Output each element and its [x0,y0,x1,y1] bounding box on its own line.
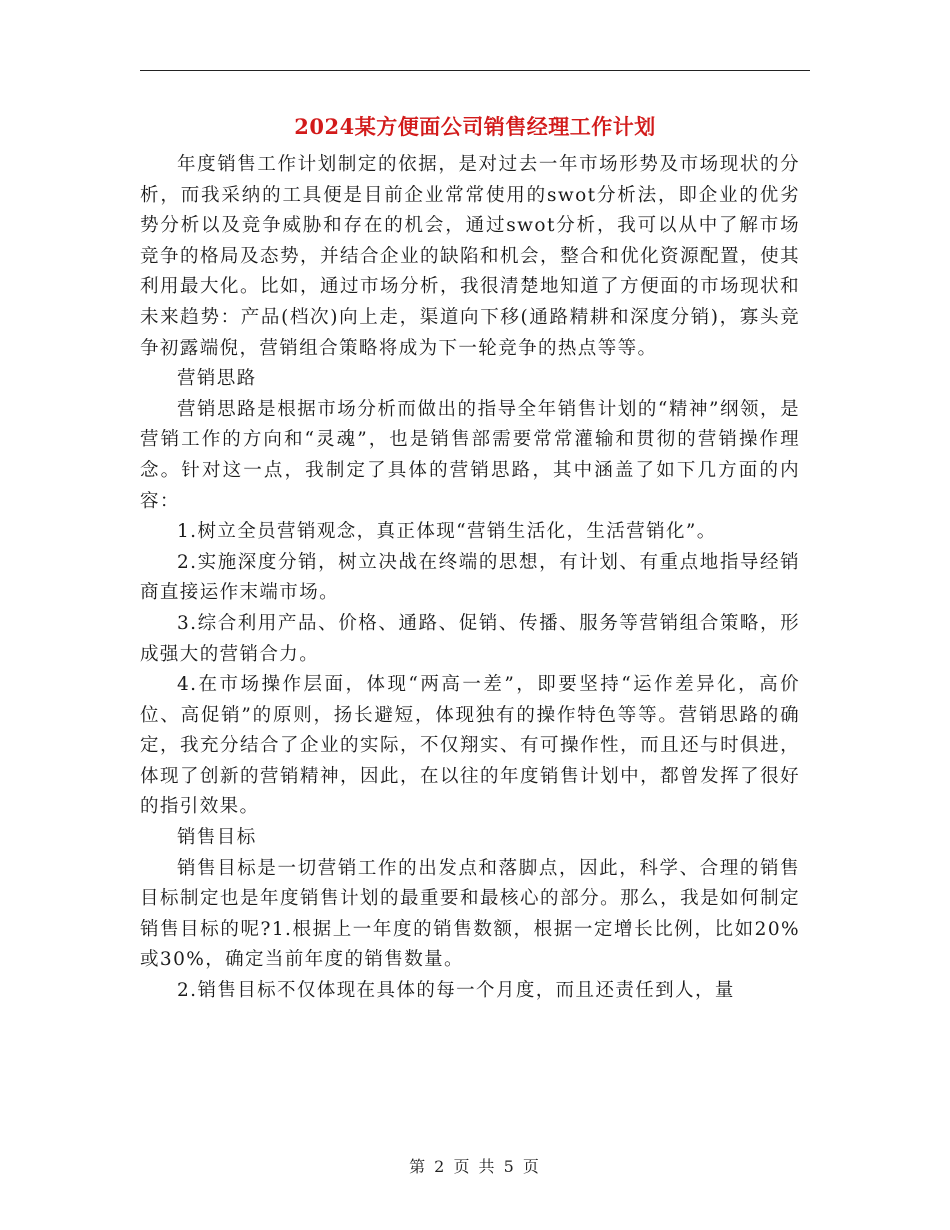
list-item-4: 4.在市场操作层面，体现“两高一差”，即要坚持“运作差异化，高价位、高促销”的原则，扬长避短，体现独有的操作特色等等。营销思路的确定，我充分结合了企业的实际，不仅翔实、有可操作性，而且还与时俱进，体现了创新的营销精神，因此，在以往的年度销售计划中，都曾发挥了很好的指引效果。 [140,674,800,818]
section-heading-marketing-ideas: 营销思路 [177,368,257,390]
paragraph-marketing-ideas: 营销思路是根据市场分析而做出的指导全年销售计划的“精神”纲领，是营销工作的方向和“灵魂”，也是销售部需要常常灌输和贯彻的营销操作理念。针对这一点，我制定了具体的营销思路，其中涵盖了如下几方面的内容： [140,398,800,512]
list-item-1: 1.树立全员营销观念，真正体现“营销生活化，生活营销化”。 [177,521,717,543]
header-rule [140,70,810,71]
list-item-2: 2.实施深度分销，树立决战在终端的思想，有计划、有重点地指导经销商直接运作末端市场。 [140,551,800,604]
list-item-3: 3.综合利用产品、价格、通路、促销、传播、服务等营销组合策略，形成强大的营销合力。 [140,612,800,665]
paragraph-sales-target-2: 2.销售目标不仅体现在具体的每一个月度，而且还责任到人，量 [177,980,735,1002]
document-title: 2024某方便面公司销售经理工作计划 [294,114,656,139]
document-body [140,150,800,1007]
page-number-footer: 第 2 页 共 5 页 [409,1157,541,1176]
section-heading-sales-target: 销售目标 [177,827,257,849]
paragraph-intro: 年度销售工作计划制定的依据，是对过去一年市场形势及市场现状的分析，而我采纳的工具便是目前企业常常使用的swot分析法，即企业的优劣势分析以及竞争威胁和存在的机会，通过swot分析，我可以从中了解市场竞争的格局及态势，并结合企业的缺陷和机会，整合和优化资源配置，使其利用最大化。比如，通过市场分析，我很清楚地知道了方便面的市场现状和未来趋势：产品(档次)向上走，渠道向下移(通路精耕和深度分销)，寡头竞争初露端倪，营销组合策略将成为下一轮竞争的热点等等。 [140,154,800,359]
paragraph-sales-target: 销售目标是一切营销工作的出发点和落脚点，因此，科学、合理的销售目标制定也是年度销售计划的最重要和最核心的部分。那么，我是如何制定销售目标的呢?1.根据上一年度的销售数额，根据一定增长比例，比如20%或30%，确定当前年度的销售数量。 [140,857,800,971]
